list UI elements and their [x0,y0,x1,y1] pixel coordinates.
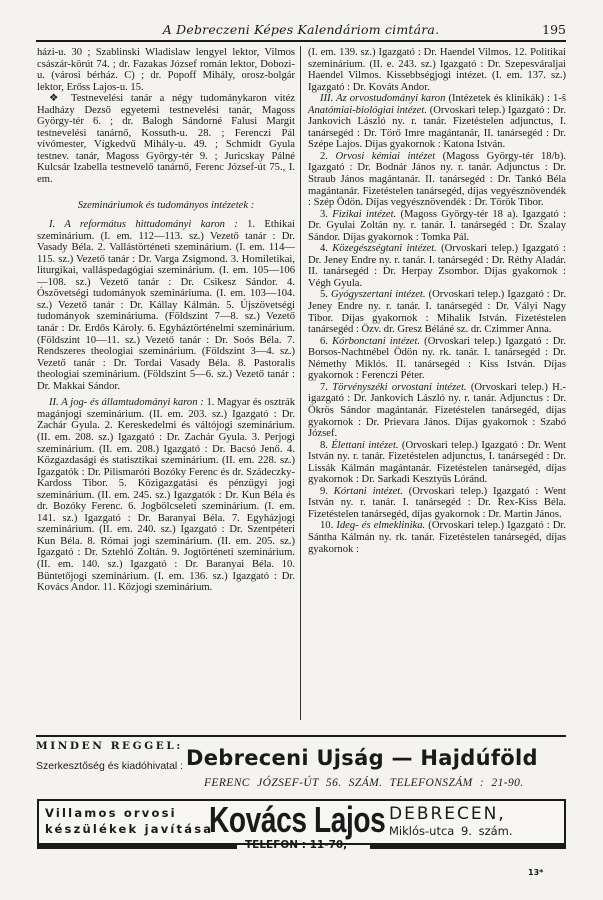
institute-item: 3. Fizikai intézet. (Magoss György-tér 18 a). Igazgató : Dr. Gyulai Zoltán ny. r. tanár. I. tanársegéd : Dr. Szalay Sándor. Díjas gyakornok : Tomka Pál. [308,208,567,243]
repair-ad [37,799,565,851]
institute-item: 9. Kórtani intézet. (Orvoskari telep.) Igazgató : Went István ny. r. tanár. I. tanársegéd : Dr. Rex-Kiss Béla. Fizetéstelen tanársegéd, díjas gyakornok : Dr. Martin János. [308,485,567,520]
service-description: Villamos orvosi készülékek javítása [45,806,214,836]
running-header [36,20,566,40]
bullet-icon: ❖ [49,93,71,105]
institute-item: 4. Közegészségtani intézet. (Orvoskari telep.) Igazgató : Dr. Jeney Endre ny. r. tanár. I. tanársegéd : Dr. Réthy Aladár. II. tanársegéd : Dr. Herpay Zsombor. Díjas gyakornok : Végh Gyula. [308,243,566,289]
law-faculty: II. A jog- és államtudományi karon : 1. Magyar és osztrák magánjogi szeminárium. (II. em. 203. sz.) Igazgató : Dr. Zachár Gyula. 2. Kereskedelmi és váltójogi szeminárium. (II. em. 208. sz.) Igazgató : Dr. Zachár Gyula. 3. Perjogi szeminárium. (II. em. 208.) Igazgató : Dr. Bacsó Jenő. 4. Közgazdasági és statisztikai szeminárium. (II. em. 228. sz.) Igazgatók : Dr. Pilismaróti Bozóky Ferenc és dr. Szádeczky-Kardoss Tibor. 5. Közigazgatási és pénzügyi jogi szeminárium. (II. em. 245. sz.) Igazgatók : Dr. Kun Béla és dr. Bozóky Ferenc. 6. Jogbölcseleti szeminárium. (I. em. 141. sz.) Igazgató : Dr. Baranyai Béla. 7. Egyházjogi szeminárium. (II. em. 240. sz.) Igazgató : Dr. Szentpéteri Kun Béla. 8. Római jogi szeminárium. (II. em. 205. sz.) Igazgató : Dr. Sztehló Zoltán. 9. Jogtörténeti szeminárium. (II. em. 140. sz.) Igazgató : Dr. Baranyai Béla. 10. Büntetőjogi szeminárium. (I. em. 136. sz.) Igazgató : Dr. Kovács Andor. 11. Közjogi szeminárium. [37,397,295,594]
office-label: Szerkesztőség és kiadóhivatal : [36,760,184,772]
institute-item: 8. Élettani intézet. (Orvoskari telep.) Igazgató : Dr. Went István ny. r. tanár. Fizetéstelen adjunctus, I. tanársegéd : Dr. Lissák Kálmán magántanár. Fizetéstelen tanársegéd, díjas gyakornok : Dr. Sarkadi Kesztyűs Lóránd. [308,439,566,486]
business-street: Miklós-utca 9. szám. [389,824,513,838]
right-column [308,47,566,555]
institute-item: 7. Törvényszéki orvostani intézet. (Orvoskari telep.) H.-igazgató : Dr. Jankovich László ny. r. tanár. Adjunctus : Dr. Ökrös Sándor magántanár. Fizetéstelen tanársegéd, díjas gyakornok : Dr. Prievara János. Díjas gyakornok : Szabó József. [308,381,566,440]
decorative-bar [370,843,566,849]
business-name: Kovács Lajos [209,799,386,840]
medical-heading: III. Az orvostudományi karon [320,93,446,105]
paragraph-pe-teachers: ❖ Testnevelési tanár a négy tudománykaron vitéz Hadházy Dezső egyetemi testnevelési tanár, Magoss György-tér 6. ; dr. Balogh Sándorné Falusi Margit testnevelési tanárnő, Kossuth-u. 28. ; Ferenczi Pál vívómester, Vígkedvű Mihály-u. 49. ; Schmidt Gyula testnev. tanár, Magoss György-tér 9. ; Juricskay Pálné Kulcsár Izabella testnevelő tanárnő, Ferenc József-út 75., I. em. [37,93,295,186]
institute-item: 10. Ideg- és elmeklinika. (Orvoskari telep.) Igazgató : Dr. Sántha Kálmán ny. rk. tanár. Fizetéstelen tanársegéd, díjas gyakornok : [308,520,567,555]
ad-top-rule [36,735,566,737]
page-number: 195 [542,22,566,37]
newspaper-address: FERENC JÓZSEF-ÚT 56. SZÁM. TELEFONSZÁM : 21-90. [204,777,524,789]
business-phone: TELEFON : 11-70, [245,839,348,851]
law-heading: II. A jog- és államtudományi karon : [49,397,204,409]
paragraph-lecturers: házi-u. 30 ; Szablinski Wladislaw lengyel lektor, Vilmos császár-körút 74. ; dr. Fazakas József román lektor, Dobozi-u. (városi bérház. C) ; dr. Popoff Mihály, orosz-bolgár lektor, Erőss Lajos-u. 15. [37,47,295,93]
header-title: A Debreczeni Képes Kalendáriom cimtára. [162,22,440,37]
newspaper-ad [36,740,566,795]
institute-item: 2. Orvosi kémiai intézet (Magoss György-tér 18/b). Igazgató : Dr. Bodnár János ny. r. tanár. Adjunctus : Dr. Straub János magántanár. II. tanársegéd : Dr. Tankó Béla magántanár. Fizetéstelen tanársegéd, díjas vegyésznövendék : Szép Ödön. Díjas vegyésznövendék : Dr. Török Tibor. [308,150,566,209]
institute-item: 5. Gyógyszertani intézet. (Orvoskari telep.) Igazgató : Dr. Jeney Endre ny. r. tanár. I. tanársegéd : Dr. Vályi Nagy Tibor. Díjas gyakornok : Mihalik István. Fizetéstelen tanársegéd : Özv. dr. Gresz Béláné sz. dr. Czimmer Anna. [308,289,567,336]
newspaper-name: Debreceni Ujság — Hajdúföld [186,746,538,770]
institute-item: 6. Kórbonctani intézet. (Orvoskari telep.) Igazgató : Dr. Borsos-Nachtnébel Ödön ny. rk. tanár. I. tanársegéd : Dr. Némethy Miklós. II. tanársegéd : Kiss István. Díjas gyakornok : Ferenczi Péter. [308,335,566,382]
business-city: DEBRECEN, [389,804,506,824]
left-column [37,47,295,594]
column-divider [300,46,301,720]
reformed-faculty: I. A református hittudományi karon : 1. Ethikai szeminárium. (I. em. 112—113. sz.) Vezető tanár : Dr. Vasady Béla. 2. Vallástörténeti szeminárium. (I. em. 114—115. sz.) Vezető tanár : Dr. Varga Zsigmond. 3. Homiletikai, liturgikai, valláspedagógiai szeminárium. (I. em. 105—106—108. sz.) Vezető tanár : Dr. Csikesz Sándor. 4. Ószövetségi tudományok szemináriuma. (I. em. 103—104. sz.) Vezető tanár : Dr. Kállay Kálmán. 5. Újszövetségi tudományok szemináriuma. (Földszint 7—8. sz.) Vezető tanár : Dr. Erdős Károly. 6. Egyháztörténelmi szeminárium. (Földszint 10—11. sz.) Vezető tanár : Dr. Soós Béla. 7. Rendszeres theologiai szeminárium. (Földszint 3—4. sz.) Vezető tanár : Dr. Tordai Vasady Béla. 8. Pastoralis theologiai szeminárium. (Földszint 5—6. sz.) Vezető tanár : Dr. Makkai Sándor. [37,219,295,392]
reformed-heading: I. A református hittudományi karon : [49,219,238,231]
law-continued: (I. em. 139. sz.) Igazgató : Dr. Haendel Vilmos. 12. Politikai szeminárium. (II. e. 243. sz.) Igazgató : Dr. Szepesváraljai Haendel Vilmos. Kissebbségjogi intézet. (I. em. 137. sz.) Igazgató : Dr. Kováts Andor. [308,47,566,93]
ad-tagline: MINDEN REGGEL: [36,740,183,752]
section-title: Szemináriumok és tudományos intézetek : [77,199,255,211]
header-rule [36,40,566,42]
decorative-bar [37,843,237,849]
medical-faculty: III. Az orvostudományi karon (Intézetek és klinikák) : 1-ŝ Anatómiai-biológiai intézet. (Orvoskari telep.) Igazgató : Dr. Jankovich László ny. r. tanár. Fizetéstelen adjunctus, I. tanársegéd : Dr. Törő Imre magántanár, II. tanársegéd : Dr. Szépe Lajos. Díjas gyakornok : Katona István. [308,93,566,151]
signature-mark: 13* [528,868,544,877]
